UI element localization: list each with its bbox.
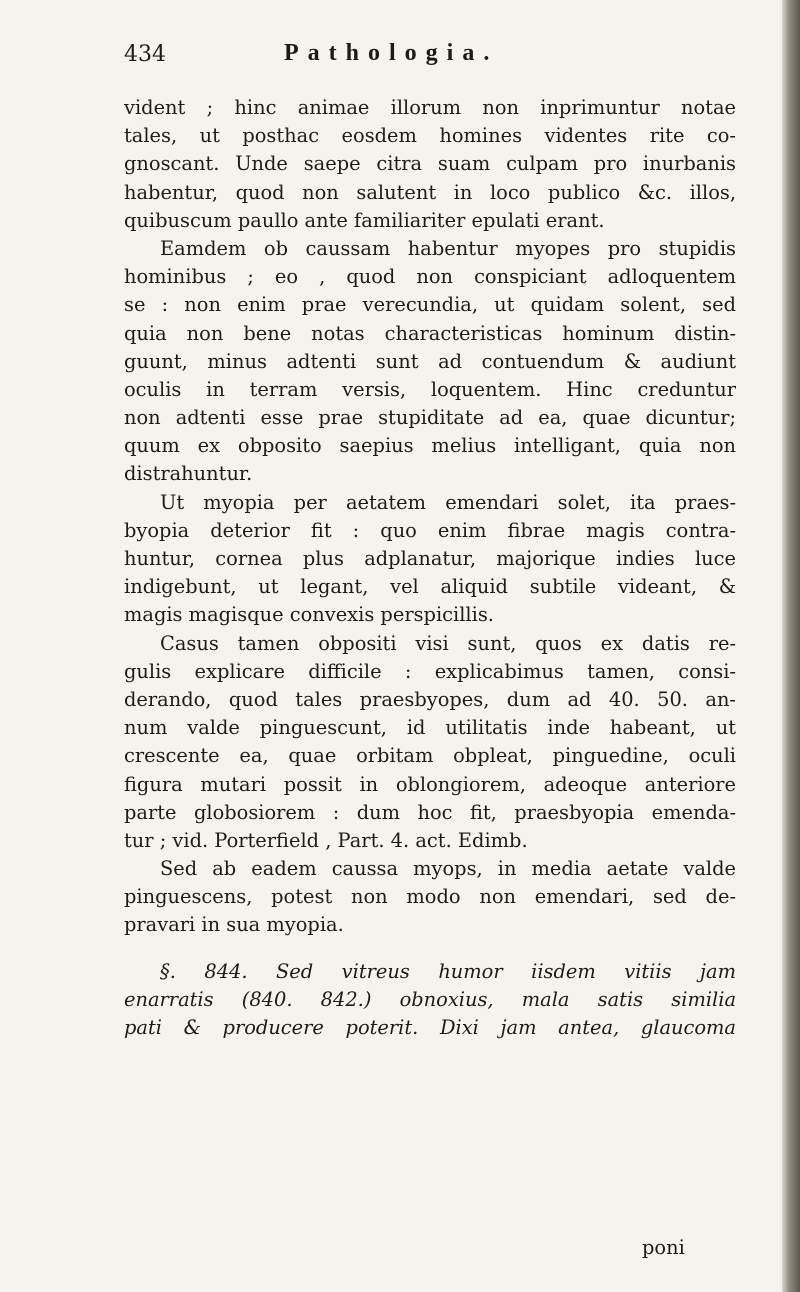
text-line: se : non enim prae verecundia, ut quidam solent, sed [124, 293, 736, 317]
text-line: huntur, cornea plus adplanatur, majorique indies luce [124, 547, 736, 570]
paragraph-start: Ut myopia per aetatem emendari solet, ita praes- [160, 490, 736, 514]
text-line: quibuscum paullo ante familiariter epulati erant. [124, 208, 605, 232]
text-line: oculis in terram versis, loquentem. Hinc creduntur [124, 377, 736, 401]
text-line: habentur, quod non salutent in loco publico &c. illos, [124, 180, 736, 204]
text-line: figura mutari possit in oblongiorem, adeoque anteriore [124, 772, 736, 796]
text-line: byopia deterior fit : quo enim fibrae magis contra- [124, 518, 736, 542]
paragraph-start: Casus tamen obpositi visi sunt, quos ex datis re- [160, 631, 736, 655]
text-line: non adtenti esse prae stupiditate ad ea, quae dicuntur; [124, 406, 736, 430]
section-heading: §. 844. Sed vitreus humor iisdem vitiis jam [160, 959, 736, 983]
page-number: 434 [124, 42, 166, 67]
text-line: distrahuntur. [124, 462, 253, 486]
section-gap [124, 940, 736, 958]
page-gutter-shadow [782, 0, 800, 1292]
text-line: pati & producere poterit. Dixi jam antea, glaucoma [124, 1016, 736, 1039]
text-line: indigebunt, ut legant, vel aliquid subtile videant, & [124, 575, 736, 599]
text-line: guunt, minus adtenti sunt ad contuendum & audiunt [124, 349, 736, 373]
page-header [124, 40, 684, 74]
text-line: vident ; hinc animae illorum non inprimuntur notae [124, 96, 736, 119]
citation-line: tur ; vid. Porterfield , Part. 4. act. Edimb. [124, 828, 528, 852]
catchword: poni [642, 1236, 685, 1259]
text-line: gnoscant. Unde saepe citra suam culpam pro inurbanis [124, 152, 736, 176]
text-line: hominibus ; eo , quod non conspiciant adloquentem [124, 265, 736, 289]
text-line: magis magisque convexis perspicillis. [124, 603, 494, 627]
running-head: Pathologia. [284, 40, 499, 66]
text-line: crescente ea, quae orbitam obpleat, pinguedine, oculi [124, 744, 736, 768]
body-text [124, 94, 736, 1042]
text-line: quum ex obposito saepius melius intelligant, quia non [124, 434, 736, 458]
text-line: enarratis (840. 842.) obnoxius, mala satis similia [124, 987, 736, 1011]
text-line: parte globosiorem : dum hoc fit, praesbyopia emenda- [124, 800, 736, 824]
text-line: num valde pinguescunt, id utilitatis inde habeant, ut [124, 716, 736, 740]
paragraph-start: Eamdem ob caussam habentur myopes pro stupidis [160, 236, 736, 260]
text-line: gulis explicare difficile : explicabimus tamen, consi- [124, 659, 736, 683]
paragraph-start: Sed ab eadem caussa myops, in media aetate valde [160, 857, 736, 881]
text-line: tales, ut posthac eosdem homines videntes rite co- [124, 124, 736, 148]
text-line: pinguescens, potest non modo non emendari, sed de- [124, 885, 736, 909]
text-line: pravari in sua myopia. [124, 913, 344, 937]
text-line: quia non bene notas characteristicas hominum distin- [124, 321, 736, 345]
text-line: derando, quod tales praesbyopes, dum ad 40. 50. an- [124, 687, 736, 711]
